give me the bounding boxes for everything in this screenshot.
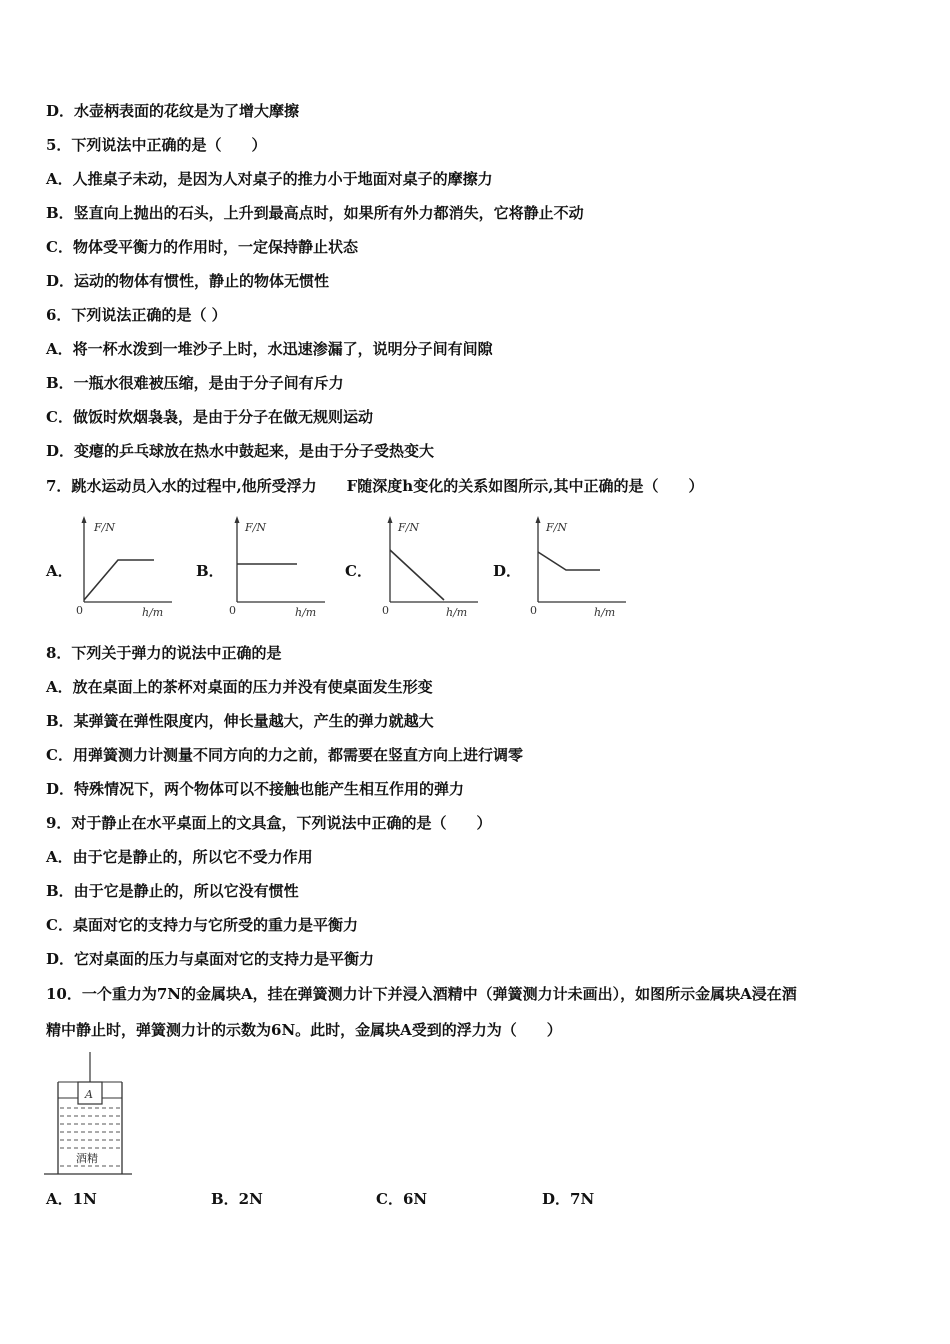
origin-label: 0 xyxy=(229,604,236,617)
q7-stem: 7．跳水运动员入水的过程中,他所受浮力 F随深度h变化的关系如图所示,其中正确的是（ ） xyxy=(46,477,704,495)
x-axis-label: h/m xyxy=(142,606,164,619)
q7-graph-d xyxy=(526,512,676,622)
q10-option-b: B．2N xyxy=(211,1190,263,1208)
q7-option-b-label: B． xyxy=(196,562,224,580)
q7-option-a-label: A． xyxy=(46,562,73,580)
q5-option-d: D．运动的物体有惯性，静止的物体无惯性 xyxy=(46,272,330,290)
q7-graph-c xyxy=(378,512,528,622)
y-axis-label: F/N xyxy=(94,521,115,534)
x-axis-label: h/m xyxy=(594,606,616,619)
q8-option-d: D．特殊情况下，两个物体可以不接触也能产生相互作用的弹力 xyxy=(46,780,465,798)
q5-stem: 5．下列说法中正确的是（ ） xyxy=(46,136,267,154)
origin-label: 0 xyxy=(382,604,389,617)
q9-option-d: D．它对桌面的压力与桌面对它的支持力是平衡力 xyxy=(46,950,375,968)
q10-option-c: C．6N xyxy=(376,1190,428,1208)
q7-graph-a xyxy=(72,512,222,622)
q7-option-c-label: C． xyxy=(345,562,372,580)
q8-stem: 8．下列关于弹力的说法中正确的是 xyxy=(46,644,282,662)
q10-beaker-figure xyxy=(44,1052,136,1180)
y-axis-label: F/N xyxy=(546,521,567,534)
y-axis-label: F/N xyxy=(245,521,266,534)
q9-stem: 9．对于静止在水平桌面上的文具盒，下列说法中正确的是（ ） xyxy=(46,814,492,832)
block-label: A xyxy=(85,1088,93,1101)
q10-stem-line2: 精中静止时，弹簧测力计的示数为6N。此时，金属块A受到的浮力为（ ） xyxy=(46,1021,562,1039)
q10-option-a: A．1N xyxy=(46,1190,97,1208)
q9-option-c: C．桌面对它的支持力与它所受的重力是平衡力 xyxy=(46,916,358,934)
q10-stem-line1: 10．一个重力为7N的金属块A，挂在弹簧测力计下并浸入酒精中（弹簧测力计未画出），如图所示金属块A浸在酒 xyxy=(46,985,797,1003)
q5-option-a: A．人推桌子未动，是因为人对桌子的推力小于地面对桌子的摩擦力 xyxy=(46,170,493,188)
q6-option-c: C．做饭时炊烟袅袅，是由于分子在做无规则运动 xyxy=(46,408,373,426)
q6-option-a: A．将一杯水泼到一堆沙子上时，水迅速渗漏了，说明分子间有间隙 xyxy=(46,340,493,358)
q5-option-c: C．物体受平衡力的作用时，一定保持静止状态 xyxy=(46,238,358,256)
origin-label: 0 xyxy=(76,604,83,617)
q10-option-d: D．7N xyxy=(542,1190,595,1208)
x-axis-label: h/m xyxy=(295,606,317,619)
q9-option-a: A．由于它是静止的，所以它不受力作用 xyxy=(46,848,313,866)
q9-option-b: B．由于它是静止的，所以它没有惯性 xyxy=(46,882,299,900)
q8-option-c: C．用弹簧测力计测量不同方向的力之前，都需要在竖直方向上进行调零 xyxy=(46,746,523,764)
q6-stem: 6．下列说法正确的是（ ） xyxy=(46,306,227,324)
q8-option-a: A．放在桌面上的茶杯对桌面的压力并没有使桌面发生形变 xyxy=(46,678,433,696)
q7-graph-b xyxy=(225,512,375,622)
q5-option-b: B．竖直向上抛出的石头，上升到最高点时，如果所有外力都消失，它将静止不动 xyxy=(46,204,584,222)
y-axis-label: F/N xyxy=(398,521,419,534)
q8-option-b: B．某弹簧在弹性限度内，伸长量越大，产生的弹力就越大 xyxy=(46,712,434,730)
q6-option-d: D．变瘪的乒乓球放在热水中鼓起来，是由于分子受热变大 xyxy=(46,442,435,460)
q6-option-b: B．一瓶水很难被压缩，是由于分子间有斥力 xyxy=(46,374,344,392)
q7-option-d-label: D． xyxy=(493,562,522,580)
origin-label: 0 xyxy=(530,604,537,617)
q4-option-d: D．水壶柄表面的花纹是为了增大摩擦 xyxy=(46,102,300,120)
x-axis-label: h/m xyxy=(446,606,468,619)
liquid-label: 酒精 xyxy=(76,1152,98,1165)
